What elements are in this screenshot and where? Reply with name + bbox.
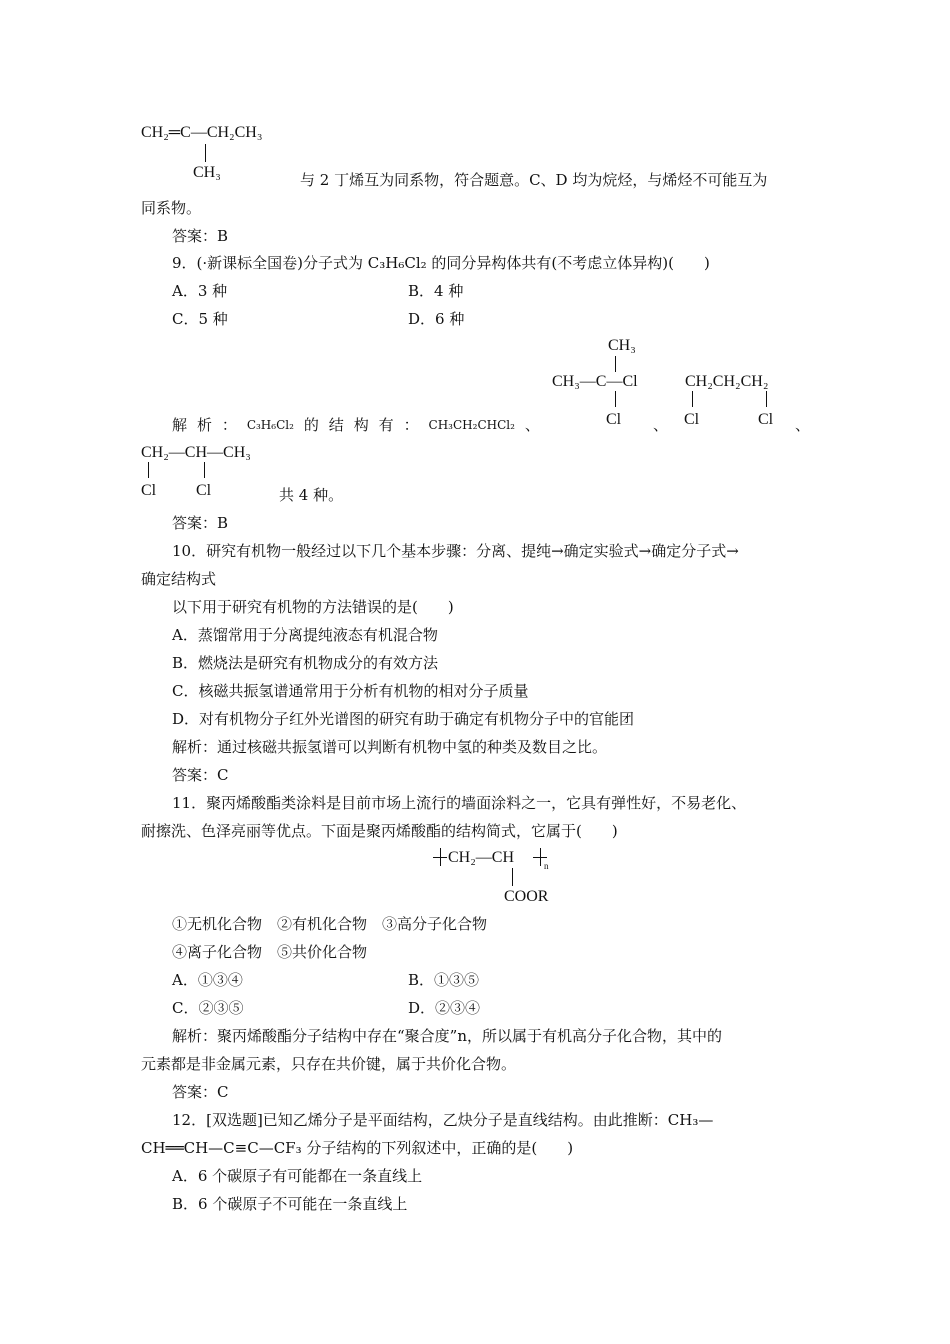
solution-11: 解析：聚丙烯酸酯分子结构中存在“聚合度”n，所以属于有机高分子化合物，其中的 (172, 1027, 723, 1045)
solution-9-line: 解 析 ： C₃H₆Cl₂ 的 结 构 有 ： CH₃CH₂CHCl₂ 、 (172, 416, 540, 434)
text-line: 同系物。 (141, 199, 202, 217)
structure-2-methyl-1-butene (141, 124, 262, 142)
bond-line (512, 868, 513, 886)
bond-line (692, 391, 693, 407)
answer-9: 答案：B (172, 514, 229, 532)
text-line: 元素都是非金属元素，只存在共价键，属于共价化合物。 (141, 1055, 517, 1073)
structure-formula-bottom: CH₃ (193, 164, 221, 181)
polymer-substituent: COOR (504, 888, 549, 905)
option-c: C．核磁共振氢谱通常用于分析有机物的相对分子质量 (172, 682, 529, 700)
option-d: D．②③④ (408, 999, 481, 1017)
question-11: 11．聚丙烯酸酯类涂料是目前市场上流行的墙面涂料之一，它具有弹性好，不易老化、 (172, 794, 747, 812)
option-b: B．6 个碳原子不可能在一条直线上 (172, 1195, 408, 1213)
bond-line (615, 391, 616, 407)
structure-1-2-dichloropropane-cl2: Cl (196, 482, 212, 499)
text-line: 共 4 种。 (279, 486, 344, 504)
separator: 、 (653, 416, 669, 434)
text-line: 耐擦洗、色泽亮丽等优点。下面是聚丙烯酸酯的结构简式，它属于( ) (141, 822, 618, 840)
option-a: A．3 种 (172, 282, 228, 300)
answer-10: 答案：C (172, 766, 229, 784)
option-a: A．蒸馏常用于分离提纯液态有机混合物 (172, 626, 438, 644)
text-line: CH══CH—C≡C—CF₃ 分子结构的下列叙述中，正确的是( ) (141, 1139, 574, 1157)
option-d: D．对有机物分子红外光谱图的研究有助于确定有机物分子中的官能团 (172, 710, 635, 728)
structure-1-3-dichloropropane-cl2: Cl (758, 411, 774, 428)
bond-line (766, 391, 767, 407)
bond-line (205, 144, 206, 162)
structure-1-3-dichloropropane-cl1: Cl (684, 411, 700, 428)
text-line: 与 2 丁烯互为同系物，符合题意。C、D 均为烷烃，与烯烃不可能互为 (300, 171, 768, 189)
option-b: B．4 种 (408, 282, 464, 300)
structure-2-2-dichloropropane-mid: CH₃—C—Cl (552, 373, 638, 390)
bond-line (204, 462, 205, 478)
bracket-line (533, 857, 547, 858)
option-d: D．6 种 (408, 310, 465, 328)
text-line: 确定结构式 (141, 570, 217, 588)
option-c: C．②③⑤ (172, 999, 244, 1017)
structure-formula-top: CH₂═C—CH₂CH₃ (141, 124, 263, 141)
option-list: ④离子化合物 ⑤共价化合物 (172, 943, 368, 961)
polymer-n: n (544, 861, 549, 871)
option-b: B．①③⑤ (408, 971, 480, 989)
separator: 、 (795, 416, 811, 434)
option-c: C．5 种 (172, 310, 228, 328)
structure-2-2-dichloropropane-bottom: Cl (606, 411, 622, 428)
question-10: 10．研究有机物一般经过以下几个基本步骤：分离、提纯→确定实验式→确定分子式→ (172, 542, 739, 560)
bond-line (615, 356, 616, 372)
text-line: 以下用于研究有机物的方法错误的是( ) (172, 598, 454, 616)
option-a: A．①③④ (172, 971, 243, 989)
option-a: A．6 个碳原子有可能都在一条直线上 (172, 1167, 423, 1185)
bracket-line (433, 857, 447, 858)
option-list: ①无机化合物 ②有机化合物 ③高分子化合物 (172, 915, 488, 933)
structure-1-2-dichloropropane-top: CH₂—CH—CH₃ (141, 444, 251, 461)
option-b: B．燃烧法是研究有机物成分的有效方法 (172, 654, 439, 672)
answer-11: 答案：C (172, 1083, 229, 1101)
structure-1-3-dichloropropane-top: CH₂CH₂CH₂ (685, 373, 769, 390)
question-12: 12．[双选题]已知乙烯分子是平面结构，乙炔分子是直线结构。由此推断：CH₃— (172, 1111, 714, 1129)
question-9: 9．(·新课标全国卷)分子式为 C₃H₆Cl₂ 的同分异构体共有(不考虑立体异构)( ) (172, 254, 710, 272)
solution-10: 解析：通过核磁共振氢谱可以判断有机物中氢的种类及数目之比。 (172, 738, 608, 756)
bond-line (148, 462, 149, 478)
structure-2-2-dichloropropane-top: CH₃ (608, 337, 636, 354)
polymer-chain: CH₂—CH (448, 849, 515, 866)
answer-8: 答案：B (172, 227, 229, 245)
structure-1-2-dichloropropane-cl1: Cl (141, 482, 157, 499)
